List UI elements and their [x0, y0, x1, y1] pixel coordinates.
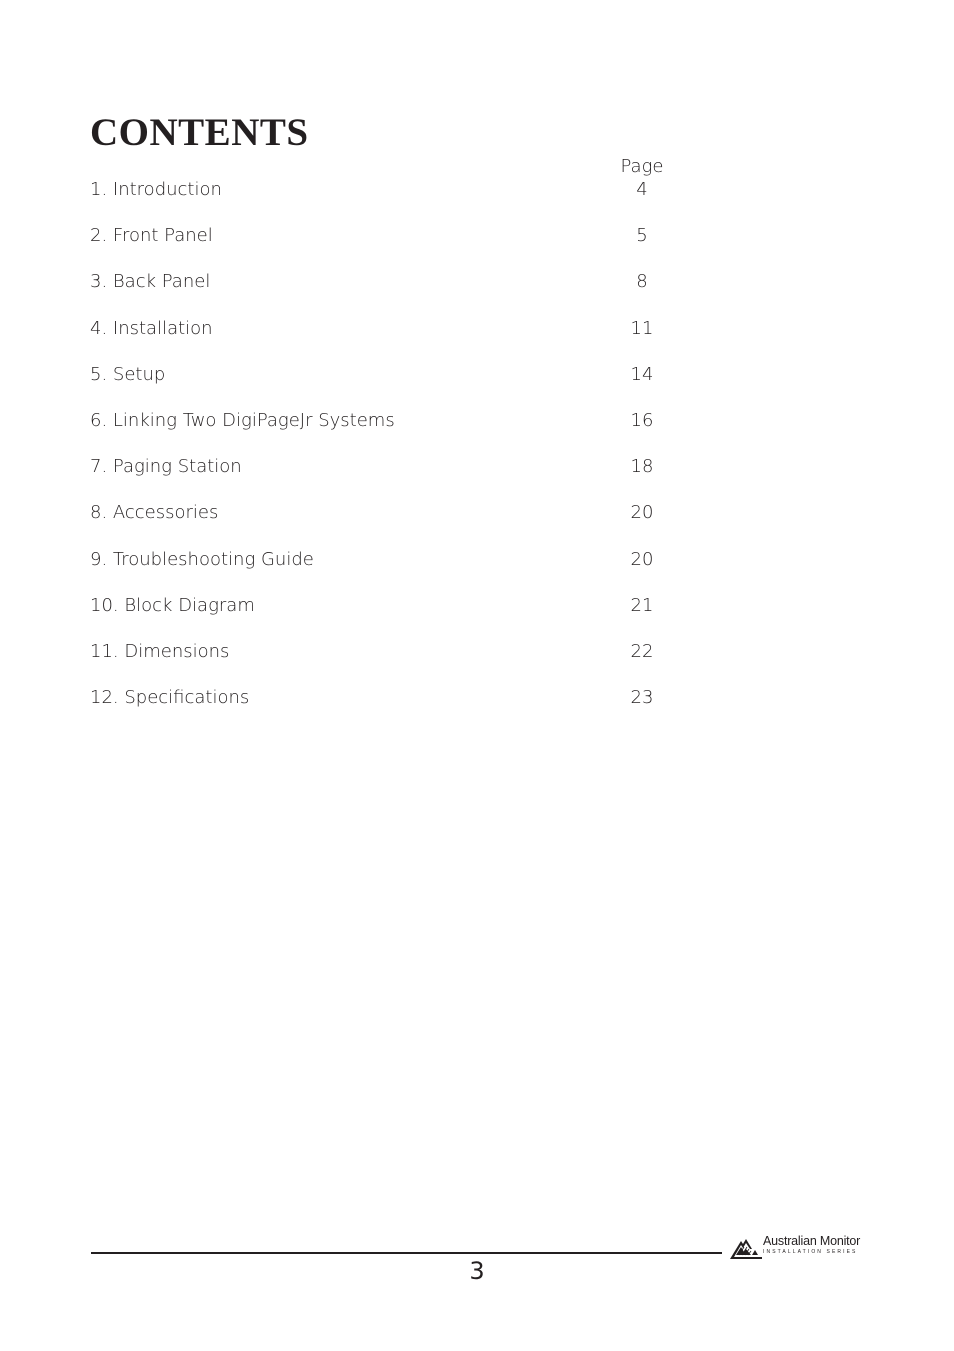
toc-entry-label: 8. Accessories	[90, 502, 219, 524]
table-of-contents	[90, 178, 672, 732]
toc-entry[interactable]	[90, 640, 672, 686]
page-number: 3	[469, 1257, 485, 1285]
toc-entry-label: 5. Setup	[90, 363, 166, 385]
toc-entry-label: 4. Installation	[90, 317, 213, 339]
toc-entry-page: 20	[630, 548, 654, 570]
toc-entry-label: 12. Specifications	[90, 687, 250, 709]
toc-entry-page: 18	[630, 456, 654, 478]
toc-entry-page: 20	[630, 502, 654, 524]
toc-entry-label: 2. Front Panel	[90, 225, 213, 247]
page-title: CONTENTS	[90, 111, 309, 154]
toc-entry[interactable]	[90, 224, 672, 270]
toc-entry-page: 21	[630, 594, 654, 616]
brand-name: Australian Monitor	[763, 1234, 861, 1248]
toc-entry[interactable]	[90, 270, 672, 316]
toc-entry[interactable]	[90, 594, 672, 640]
toc-entry-page: 16	[630, 409, 654, 431]
toc-entry-page: 11	[630, 317, 654, 339]
toc-entry[interactable]	[90, 317, 672, 363]
toc-entry-label: 11. Dimensions	[90, 640, 230, 662]
toc-entry-page: 14	[630, 363, 654, 385]
toc-entry-label: 9. Troubleshooting Guide	[90, 548, 314, 570]
toc-entry-page: 8	[636, 271, 648, 293]
footer-divider	[91, 1252, 722, 1254]
toc-entry-page: 5	[636, 225, 648, 247]
toc-entry-page: 22	[630, 640, 654, 662]
toc-entry[interactable]	[90, 501, 672, 547]
toc-entry[interactable]	[90, 455, 672, 501]
toc-entry[interactable]	[90, 178, 672, 224]
toc-entry[interactable]	[90, 686, 672, 732]
brand-tagline: INSTALLATION SERIES	[763, 1249, 858, 1255]
mountain-logo-icon	[730, 1235, 762, 1259]
toc-entry[interactable]	[90, 548, 672, 594]
toc-entry-label: 1. Introduction	[90, 179, 222, 200]
toc-entry-page: 23	[630, 687, 654, 709]
page-column-header: Page	[620, 156, 664, 177]
toc-entry[interactable]	[90, 409, 672, 455]
brand-logo	[730, 1233, 870, 1261]
toc-entry-label: 7. Paging Station	[90, 456, 242, 478]
toc-entry[interactable]	[90, 363, 672, 409]
toc-entry-label: 6. Linking Two DigiPageJr Systems	[90, 409, 395, 431]
toc-entry-label: 3. Back Panel	[90, 271, 211, 293]
toc-entry-label: 10. Block Diagram	[90, 594, 255, 616]
toc-entry-page: 4	[636, 179, 648, 200]
